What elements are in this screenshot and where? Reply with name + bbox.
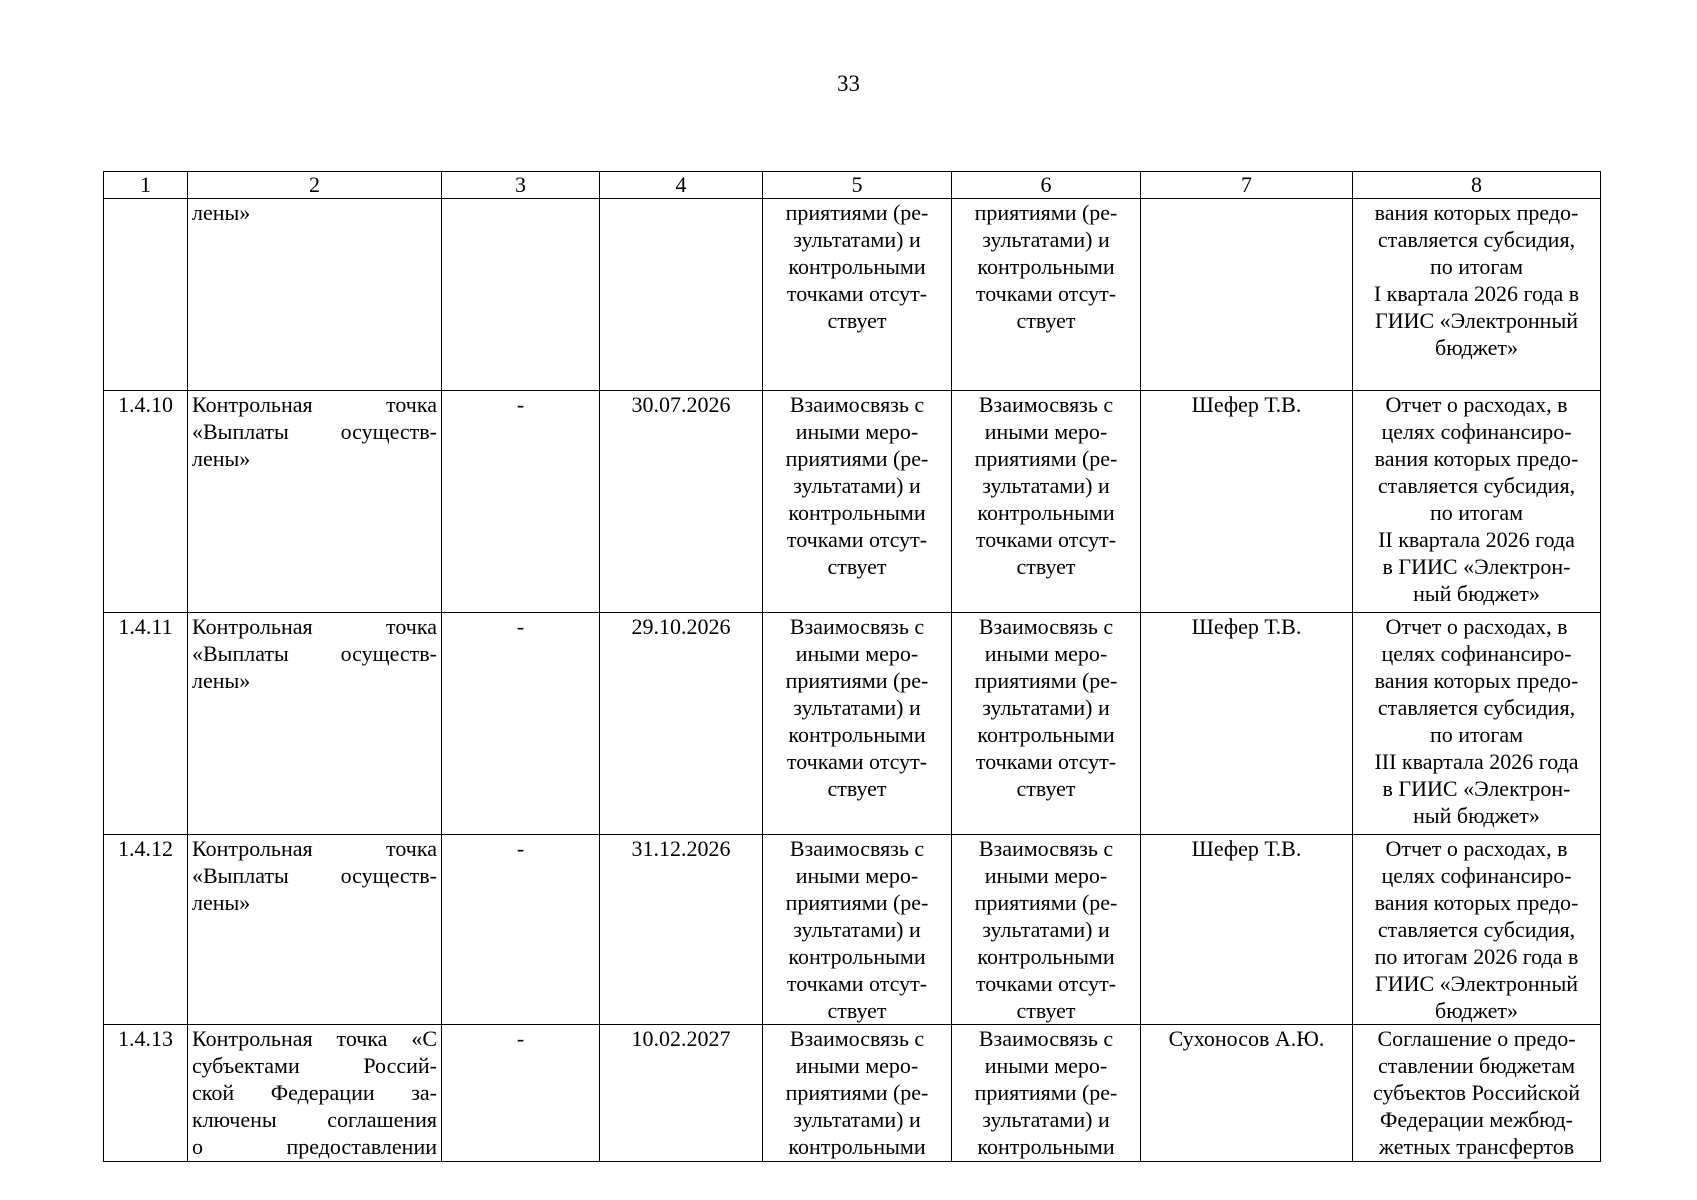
table-row <box>104 835 1601 1025</box>
relation-line: иными меро- <box>795 863 919 888</box>
relation-line: иными меро- <box>984 863 1108 888</box>
document-line: ставляется субсидия, <box>1377 695 1576 720</box>
relation-line: контрольными <box>788 1134 926 1159</box>
relation-line: Взаимосвязь с <box>978 836 1114 861</box>
document-line: ГИИС «Электронный <box>1374 971 1579 996</box>
relation-line: иными меро- <box>984 641 1108 666</box>
responsible-cell: Шефер Т.В. <box>1141 613 1353 835</box>
relation-line: приятиями (ре- <box>785 668 929 693</box>
relation-cell <box>952 613 1141 835</box>
relation-line: Взаимосвязь с <box>978 392 1114 417</box>
document-line: субъектов Российской <box>1372 1080 1580 1105</box>
date-cell <box>600 199 763 391</box>
relation-line: контрольными <box>788 254 926 279</box>
document-line: ГИИС «Электронный <box>1374 308 1579 333</box>
document-line: вания которых предо- <box>1374 890 1579 915</box>
event-name-line: Контрольная точка «С <box>192 1026 437 1051</box>
relation-line: приятиями (ре- <box>974 668 1118 693</box>
relation-line: контрольными <box>788 944 926 969</box>
event-name-line: ской Федерации за- <box>192 1080 437 1105</box>
document-line: III квартала 2026 года <box>1374 749 1579 774</box>
date-cell: 29.10.2026 <box>600 613 763 835</box>
relation-line: ствует <box>827 308 887 333</box>
table-row <box>104 391 1601 613</box>
date-cell: 30.07.2026 <box>600 391 763 613</box>
event-name-line: Контрольная точка <box>192 836 437 861</box>
relation-line: Взаимосвязь с <box>978 614 1114 639</box>
relation-line: зультатами) и <box>793 917 921 942</box>
column-header: 5 <box>763 172 952 199</box>
relation-line: иными меро- <box>795 1053 919 1078</box>
column-header: 4 <box>600 172 763 199</box>
document-line: жетных трансфертов <box>1378 1134 1575 1159</box>
column-header: 6 <box>952 172 1141 199</box>
predecessor-cell: - <box>442 613 600 835</box>
document-line: по итогам 2026 года в <box>1374 944 1579 969</box>
event-name-cell <box>188 199 442 391</box>
document-line: I квартала 2026 года в <box>1373 281 1580 306</box>
relation-line: приятиями (ре- <box>785 200 929 225</box>
document-line: ставляется субсидия, <box>1377 473 1576 498</box>
relation-line: точками отсут- <box>975 749 1117 774</box>
document-cell <box>1353 391 1601 613</box>
document-cell <box>1353 1025 1601 1162</box>
relation-cell <box>763 613 952 835</box>
document-line: Отчет о расходах, в <box>1385 392 1568 417</box>
document-line: бюджет» <box>1435 998 1518 1023</box>
relation-line: точками отсут- <box>786 527 928 552</box>
document-line: бюджет» <box>1435 335 1518 360</box>
relation-line: иными меро- <box>795 419 919 444</box>
row-number-cell: 1.4.13 <box>104 1025 188 1162</box>
predecessor-cell: - <box>442 391 600 613</box>
relation-line: ствует <box>1016 776 1076 801</box>
relation-line: иными меро- <box>984 1053 1108 1078</box>
document-line: в ГИИС «Электрон- <box>1382 554 1571 579</box>
relation-cell <box>952 391 1141 613</box>
predecessor-cell: - <box>442 1025 600 1162</box>
responsible-cell: Шефер Т.В. <box>1141 391 1353 613</box>
relation-line: ствует <box>1016 998 1076 1023</box>
relation-line: контрольными <box>977 500 1115 525</box>
relation-line: зультатами) и <box>982 917 1110 942</box>
relation-line: зультатами) и <box>793 695 921 720</box>
responsible-cell <box>1141 199 1353 391</box>
relation-line: точками отсут- <box>975 527 1117 552</box>
document-line: Федерации межбюд- <box>1379 1107 1574 1132</box>
table-row <box>104 1025 1601 1162</box>
relation-line: контрольными <box>977 944 1115 969</box>
event-name-line: ключены соглашения <box>192 1107 437 1132</box>
responsible-cell: Шефер Т.В. <box>1141 835 1353 1025</box>
relation-line: точками отсут- <box>975 281 1117 306</box>
document-cell <box>1353 199 1601 391</box>
relation-line: точками отсут- <box>975 971 1117 996</box>
relation-line: Взаимосвязь с <box>789 392 925 417</box>
row-number-cell: 1.4.11 <box>104 613 188 835</box>
relation-line: точками отсут- <box>786 749 928 774</box>
relation-line: контрольными <box>977 1134 1115 1159</box>
responsible-cell: Сухоносов А.Ю. <box>1141 1025 1353 1162</box>
event-name-line: «Выплаты осуществ- <box>192 863 437 888</box>
relation-cell <box>763 835 952 1025</box>
relation-line: Взаимосвязь с <box>789 1026 925 1051</box>
document-line: Отчет о расходах, в <box>1385 614 1568 639</box>
relation-line: приятиями (ре- <box>974 1080 1118 1105</box>
relation-line: иными меро- <box>984 419 1108 444</box>
relation-line: приятиями (ре- <box>785 1080 929 1105</box>
column-header: 1 <box>104 172 188 199</box>
event-name-line: о предоставлении <box>192 1134 437 1159</box>
relation-line: контрольными <box>788 722 926 747</box>
relation-line: приятиями (ре- <box>974 200 1118 225</box>
event-name-line: «Выплаты осуществ- <box>192 419 437 444</box>
relation-line: зультатами) и <box>982 473 1110 498</box>
document-line: ный бюджет» <box>1413 581 1540 606</box>
relation-line: ствует <box>1016 308 1076 333</box>
event-name-line: лены» <box>192 668 251 693</box>
event-name-line: Контрольная точка <box>192 614 437 639</box>
document-line: ставляется субсидия, <box>1377 917 1576 942</box>
event-name-line: «Выплаты осуществ- <box>192 641 437 666</box>
document-line: ставляется субсидия, <box>1377 227 1576 252</box>
relation-cell <box>763 199 952 391</box>
document-line: II квартала 2026 года <box>1378 527 1575 552</box>
event-name-line: лены» <box>192 446 251 471</box>
relation-line: приятиями (ре- <box>974 890 1118 915</box>
control-points-table <box>103 171 1601 1162</box>
relation-line: Взаимосвязь с <box>789 836 925 861</box>
relation-line: ствует <box>827 554 887 579</box>
document-line: вания которых предо- <box>1374 446 1579 471</box>
document-line: вания которых предо- <box>1374 200 1579 225</box>
relation-line: Взаимосвязь с <box>978 1026 1114 1051</box>
predecessor-cell <box>442 199 600 391</box>
relation-line: контрольными <box>977 722 1115 747</box>
relation-cell <box>952 1025 1141 1162</box>
document-line: целях софинансиро- <box>1381 641 1572 666</box>
document-line: по итогам <box>1429 254 1524 279</box>
column-header: 7 <box>1141 172 1353 199</box>
relation-line: контрольными <box>788 500 926 525</box>
relation-cell <box>952 199 1141 391</box>
document-line: по итогам <box>1429 722 1524 747</box>
document-line: Отчет о расходах, в <box>1385 836 1568 861</box>
event-name-cell <box>188 391 442 613</box>
relation-line: приятиями (ре- <box>785 890 929 915</box>
document-line: целях софинансиро- <box>1381 419 1572 444</box>
document-line: ставлении бюджетам <box>1377 1053 1576 1078</box>
document-line: ный бюджет» <box>1413 803 1540 828</box>
table-row <box>104 199 1601 391</box>
date-cell: 10.02.2027 <box>600 1025 763 1162</box>
relation-cell <box>952 835 1141 1025</box>
column-header: 8 <box>1353 172 1601 199</box>
table-header <box>104 172 1601 199</box>
relation-line: точками отсут- <box>786 281 928 306</box>
relation-cell <box>763 1025 952 1162</box>
relation-line: ствует <box>1016 554 1076 579</box>
relation-line: зультатами) и <box>982 1107 1110 1132</box>
event-name-line: субъектами Россий- <box>192 1053 437 1078</box>
document-line: по итогам <box>1429 500 1524 525</box>
date-cell: 31.12.2026 <box>600 835 763 1025</box>
event-name-cell <box>188 835 442 1025</box>
relation-line: зультатами) и <box>793 227 921 252</box>
page-number: 33 <box>837 71 860 96</box>
relation-line: иными меро- <box>795 641 919 666</box>
relation-line: зультатами) и <box>793 473 921 498</box>
relation-line: точками отсут- <box>786 971 928 996</box>
relation-line: Взаимосвязь с <box>789 614 925 639</box>
relation-line: ствует <box>827 998 887 1023</box>
document-line: вания которых предо- <box>1374 668 1579 693</box>
document-cell <box>1353 835 1601 1025</box>
relation-line: зультатами) и <box>982 227 1110 252</box>
relation-line: контрольными <box>977 254 1115 279</box>
document-line: в ГИИС «Электрон- <box>1382 776 1571 801</box>
relation-line: зультатами) и <box>982 695 1110 720</box>
relation-line: зультатами) и <box>793 1107 921 1132</box>
row-number-cell: 1.4.10 <box>104 391 188 613</box>
row-number-cell: 1.4.12 <box>104 835 188 1025</box>
predecessor-cell: - <box>442 835 600 1025</box>
table-row <box>104 613 1601 835</box>
column-header: 2 <box>188 172 442 199</box>
column-header: 3 <box>442 172 600 199</box>
event-name-line: лены» <box>192 200 251 225</box>
relation-line: ствует <box>827 776 887 801</box>
document-line: Соглашение о предо- <box>1377 1026 1576 1051</box>
event-name-line: лены» <box>192 890 251 915</box>
event-name-cell <box>188 613 442 835</box>
row-number-cell <box>104 199 188 391</box>
relation-line: приятиями (ре- <box>785 446 929 471</box>
relation-cell <box>763 391 952 613</box>
relation-line: приятиями (ре- <box>974 446 1118 471</box>
event-name-line: Контрольная точка <box>192 392 437 417</box>
header-row <box>104 172 1601 199</box>
event-name-cell <box>188 1025 442 1162</box>
document-cell <box>1353 613 1601 835</box>
document-line: целях софинансиро- <box>1381 863 1572 888</box>
